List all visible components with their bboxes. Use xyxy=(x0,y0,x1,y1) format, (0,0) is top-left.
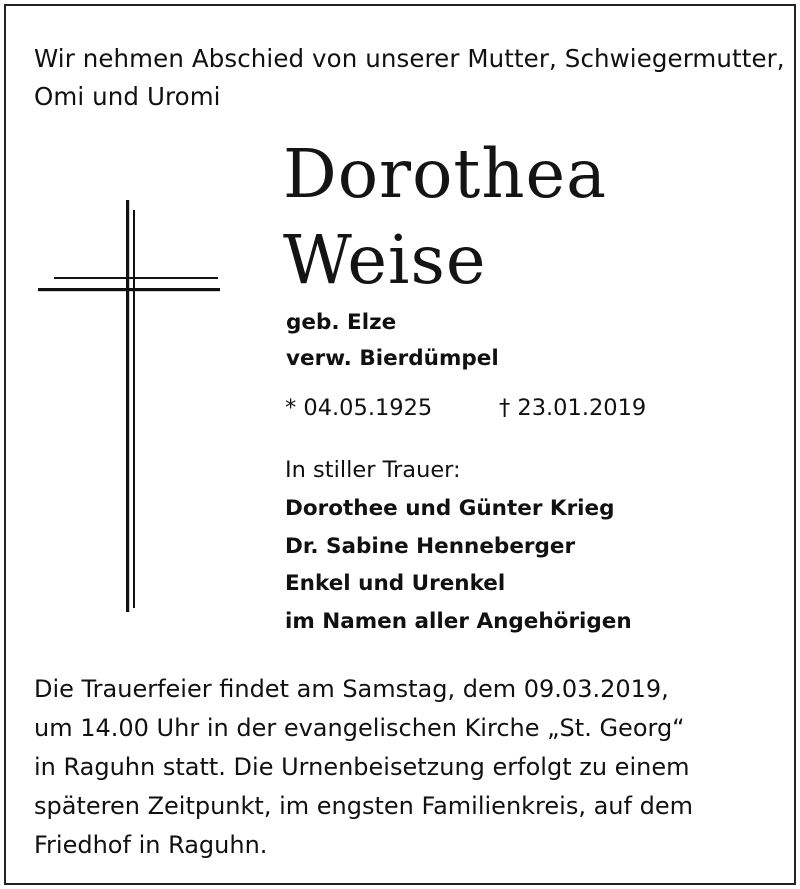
intro-text xyxy=(34,40,785,116)
funeral-line: um 14.00 Uhr in der evangelischen Kirche „St. Georg“ xyxy=(34,714,685,742)
intro-line: Wir nehmen Abschied von unserer Mutter, Schwiegermutter, xyxy=(34,44,785,73)
funeral-details xyxy=(34,670,774,865)
birth-date: * 04.05.1925 xyxy=(285,395,433,421)
deceased-last-name: Weise xyxy=(283,221,487,299)
funeral-line: Friedhof in Raguhn. xyxy=(34,831,268,859)
mourner-name: Enkel und Urenkel xyxy=(285,571,506,596)
funeral-line: in Raguhn statt. Die Urnenbeisetzung erfolgt zu einem xyxy=(34,753,690,781)
deceased-first-name: Dorothea xyxy=(283,135,608,213)
birth-name: geb. Elze xyxy=(286,310,397,335)
widowed-name: verw. Bierdümpel xyxy=(286,346,499,371)
intro-line: Omi und Uromi xyxy=(34,82,221,111)
mourners-list xyxy=(285,490,632,640)
funeral-line: Die Trauerfeier findet am Samstag, dem 09.03.2019, xyxy=(34,675,669,703)
cross-icon xyxy=(38,200,220,612)
mourner-name: Dorothee und Günter Krieg xyxy=(285,496,615,521)
mourner-name: im Namen aller Angehörigen xyxy=(285,608,632,634)
death-date: † 23.01.2019 xyxy=(499,395,647,421)
mourner-name: Dr. Sabine Henneberger xyxy=(285,533,576,559)
funeral-line: späteren Zeitpunkt, im engsten Familienkreis, auf dem xyxy=(34,792,693,820)
mourners-label: In stiller Trauer: xyxy=(285,457,461,483)
